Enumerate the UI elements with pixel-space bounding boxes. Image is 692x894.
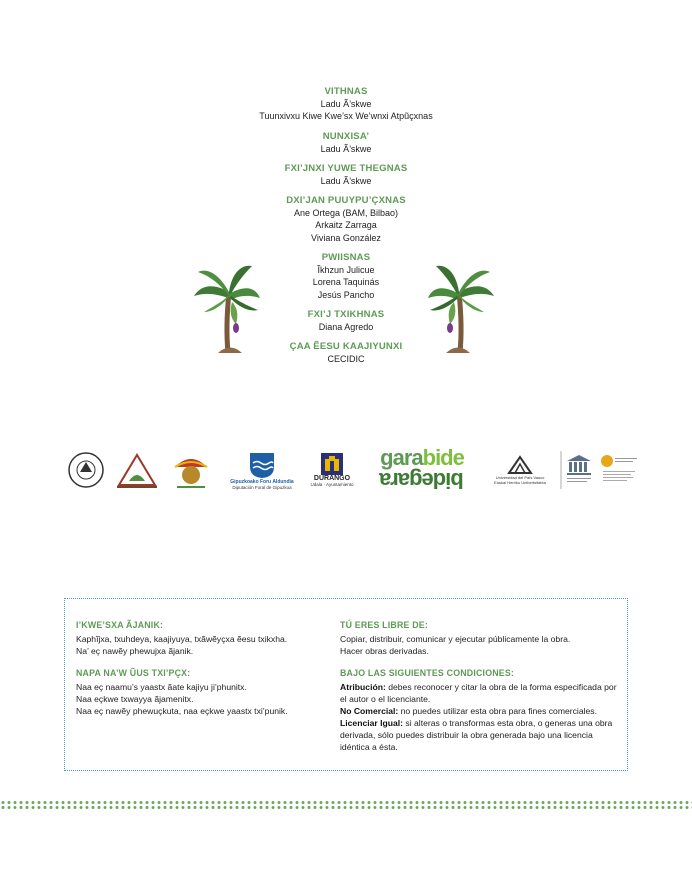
gipuzkoa-logo: [226, 446, 298, 494]
upv-name: Universidad del País Vasco: [495, 475, 545, 480]
credit-name: Diana Agredo: [318, 321, 374, 332]
license-condition: [340, 717, 622, 753]
license-line: Naa eç nawẽy phewuçkuta, naa eçkwe yaastx txi’punik.: [76, 706, 288, 716]
condition-text: si alteras o transformas esta obra, o generas una obra derivada, sólo puedes distribuir la obra generada bajo una licencia idéntica a ésta.: [340, 718, 613, 752]
indigenous-council-logo: [168, 448, 214, 492]
condition-text: no puedes utilizar esta obra para fines comerciales.: [398, 706, 597, 716]
upv-emblem-icon: [507, 455, 533, 475]
condition-term: No Comercial:: [340, 706, 399, 716]
credit-name: Ladu Ã’skwe: [320, 143, 372, 154]
plantain-tree-illustration: [192, 262, 262, 354]
garabide-mirrored-text: bidegara: [380, 468, 464, 493]
credit-heading: DXI’JAN PUUYPU’ÇXNAS: [286, 195, 406, 207]
gipuzkoa-subname: Diputación Foral de Gipuzkoa: [232, 484, 292, 490]
license-section: [76, 667, 331, 717]
gipuzkoa-shield-icon: [247, 451, 277, 479]
durango-subname: Udala · Ayuntamiento: [310, 482, 354, 487]
unesco-logo: [558, 448, 640, 492]
condition-text: debes reconocer y citar la obra de la forma especificada por el autor o el licenciante.: [340, 682, 617, 704]
credit-name: Ladu Ã’skwe: [320, 99, 372, 109]
license-section: [76, 619, 331, 657]
license-condition: [340, 681, 622, 705]
durango-name: DURANGO: [313, 475, 351, 482]
sponsor-logos: [60, 444, 640, 496]
license-condition: [340, 705, 622, 717]
credit-block: [0, 252, 692, 301]
credit-heading: NUNXISA’: [322, 130, 370, 142]
credit-name: Arkaitz Zarraga: [315, 220, 377, 231]
credit-name: Tuunxivxu Kiwe Kwe’sx We’wnxi Atpũçxnas: [259, 111, 433, 122]
license-spanish-column: [340, 619, 622, 763]
license-line: Naa eçkwe txwayya ãjamenitx.: [76, 694, 194, 704]
license-box: [64, 598, 628, 771]
license-line: Kaphĩjxa, txuhdeya, kaajiyuya, txãwẽyçxa ẽesu txikxha.: [76, 634, 288, 644]
credit-name: Viviana González: [311, 232, 381, 243]
license-line: Copiar, distribuir, comunicar y ejecutar públicamente la obra.: [340, 634, 571, 644]
license-line: Hacer obras derivadas.: [340, 646, 429, 656]
license-section: [340, 619, 622, 657]
credit-heading: ÇAA ẼESU KAAJIYUNXI: [289, 341, 403, 353]
license-heading: NAPA NA’W ŨUS TXI’PÇX:: [76, 668, 191, 678]
credit-name: Jesús Pancho: [317, 289, 375, 300]
upv-name-basque: Euskal Herriko Unibertsitatea: [494, 480, 546, 485]
community-seal-logo: [114, 450, 160, 490]
credit-name: CECIDIC: [327, 354, 365, 365]
credit-heading: PWIISNAS: [321, 252, 371, 264]
credit-block: [0, 195, 692, 244]
credit-name: Ladu Ã’skwe: [320, 175, 372, 186]
credit-block: [0, 163, 692, 187]
gipuzkoa-name: Gipuzkoako Foru Aldundia: [230, 478, 294, 485]
license-section: [340, 667, 622, 753]
credits-section: [0, 86, 692, 374]
credit-block: [0, 341, 692, 365]
license-heading: I’KWE’SXA ÃJANIK:: [76, 620, 164, 630]
condition-term: Licenciar Igual:: [340, 718, 404, 728]
credit-block: [0, 309, 692, 333]
garabide-bide: bide: [422, 445, 464, 470]
garabide-gara: gara: [380, 445, 423, 470]
credit-heading: FXI’JNXI YUWE THEGNAS: [284, 162, 408, 174]
durango-emblem-icon: [321, 453, 343, 475]
license-heading: TÚ ERES LIBRE DE:: [340, 620, 428, 630]
license-nasa-yuwe-column: [76, 619, 331, 727]
credit-name: Lorena Taquinás: [312, 277, 380, 288]
license-line: Na’ eç nawẽy phewujxa ãjanik.: [76, 646, 194, 656]
plantain-tree-illustration: [426, 262, 496, 354]
upv-ehu-logo: [488, 450, 552, 490]
credit-heading: VITHNAS: [324, 86, 368, 97]
cecidic-seal-logo: [66, 448, 106, 492]
license-line: Naa eç naamu’s yaastx ãate kajiyu ji’phunitx.: [76, 682, 247, 692]
condition-term: Atribución:: [340, 682, 386, 692]
garabide-logo: [376, 444, 468, 494]
dotted-footer-divider: [0, 800, 692, 810]
credit-name: Ĩkhzun Julicue: [317, 265, 375, 276]
durango-logo: [306, 448, 358, 492]
credit-name: Ane Ortega (BAM, Bilbao): [293, 208, 399, 219]
credit-heading: FXI’J TXIKHNAS: [307, 308, 385, 320]
credit-block: [0, 131, 692, 155]
license-heading: BAJO LAS SIGUIENTES CONDICIONES:: [340, 668, 515, 678]
credit-block: [0, 86, 692, 123]
